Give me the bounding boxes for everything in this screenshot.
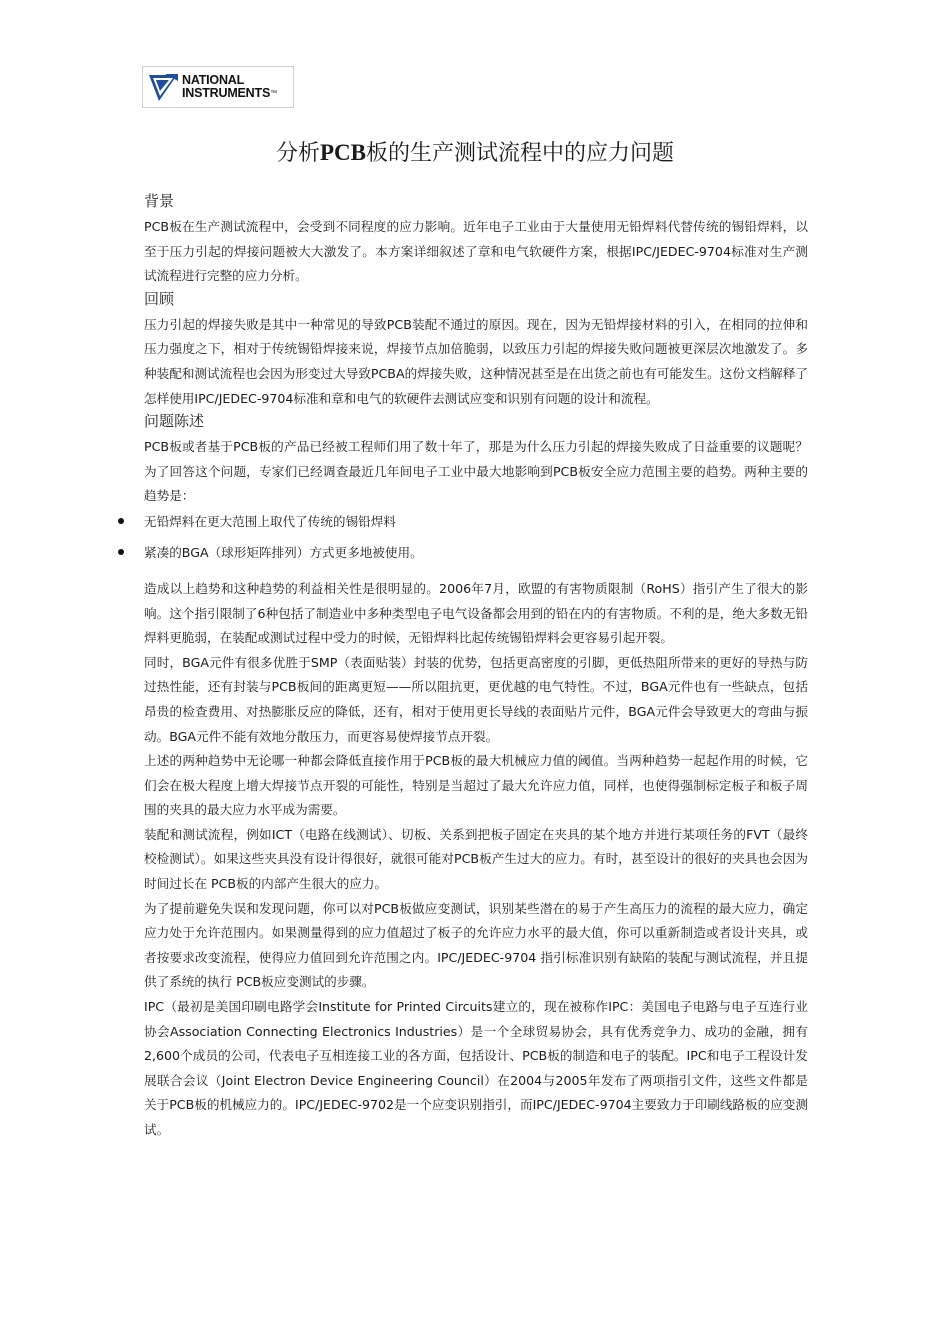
ni-eagle-icon [147, 71, 179, 103]
section-heading-problem: 问题陈述 [144, 412, 205, 431]
title-suffix: 板的生产测试流程中的应力问题 [366, 141, 675, 166]
list-item [144, 509, 808, 534]
problem-paragraph: 上述的两种趋势中无论哪一种都会降低直接作用于PCB板的最大机械应力值的阈值。当两种趋势一起起作用的时候，它们会在极大程度上增大焊接节点开裂的可能性，特别是当超过了最大允许应力值，同样，也使得强制标定板子和板子周围的夹具的最大应力水平成为需要。 [144, 753, 808, 818]
background-paragraph: PCB板在生产测试流程中，会受到不同程度的应力影响。近年电子工业由于大量使用无铅焊料代替传统的锡铅焊料，以至于压力引起的焊接问题被大大激发了。本方案详细叙述了章和电气软硬件方案，根据IPC/JEDEC-9704标准对生产测试流程进行完整的应力分析。 [144, 219, 808, 284]
trend-list [144, 509, 808, 565]
problem-paragraph: IPC（最初是美国印刷电路学会Institute for Printed Circuits建立的，现在被称作IPC：美国电子电路与电子互连行业协会Association Connecting Electronics Industries）是一个全球贸易协会，具有优秀竞争力、成功的金融，拥有2,600个成员的公司，代表电子互相连接工业的各方面，包括设计、PCB板的制造和电子的装配。IPC和电子工程设计发展联合会议（Joint Electron Device Engineering Council）在2004与2005年发布了两项指引文件，这些文件都是关于PCB板的机械应力的。IPC/JEDEC-9702是一个应变识别指引，而IPC/JEDEC-9704主要致力于印刷线路板的应变测试。 [144, 999, 808, 1137]
ni-logo [142, 66, 294, 108]
list-item-text: 无铅焊料在更大范围上取代了传统的锡铅焊料 [144, 513, 396, 529]
logo-wordmark [182, 74, 277, 100]
problem-paragraph: 造成以上趋势和这种趋势的利益相关性是很明显的。2006年7月，欧盟的有害物质限制（RoHS）指引产生了很大的影响。这个指引限制了6种包括了制造业中多种类型电子电气设备都会用到的铅在内的有害物质。不利的是，绝大多数无铅焊料更脆弱，在装配或测试过程中受力的时候，无铅焊料比起传统锡铅焊料会更容易引起开裂。 [144, 580, 808, 646]
problem-intro-paragraph: PCB板或者基于PCB板的产品已经被工程师们用了数十年了，那是为什么压力引起的焊接失败成了日益重要的议题呢？为了回答这个问题，专家们已经调查最近几年间电子工业中最大地影响到PCB板安全应力范围主要的趋势。两种主要的趋势是： [144, 439, 808, 504]
title-bold: PCB [320, 140, 366, 165]
problem-paragraph: 装配和测试流程，例如ICT（电路在线测试）、切板、关系到把板子固定在夹具的某个地方并进行某项任务的FVT（最终校检测试）。如果这些夹具没有设计得很好，就很可能对PCB板产生过大的应力。有时，甚至设计的很好的夹具也会因为时间过长在 PCB板的内部产生很大的应力。 [144, 826, 808, 892]
problem-paragraph: 为了提前避免失误和发现问题，你可以对PCB板做应变测试，识别某些潜在的易于产生高压力的流程的最大应力，确定应力处于允许范围内。如果测量得到的应力值超过了板子的允许应力水平的最大值，你可以重新制造或者设计夹具，或者按要求改变流程，使得应力值回到允许范围之内。IPC/JEDEC-9704 指引标准识别有缺陷的装配与测试流程，并且提供了系统的执行 PCB板应变测试的步骤。 [144, 900, 808, 990]
list-item-text: 紧凑的BGA（球形矩阵排列）方式更多地被使用。 [144, 544, 423, 560]
logo-line-2: INSTRUMENTS [182, 86, 271, 100]
logo-line-1: NATIONAL [182, 73, 245, 87]
document-body [144, 191, 808, 1143]
title-prefix: 分析 [275, 141, 320, 166]
list-item [144, 540, 808, 565]
section-heading-review: 回顾 [144, 289, 175, 308]
document-title [0, 138, 950, 169]
logo-trademark: ™ [270, 90, 277, 97]
review-paragraph: 压力引起的焊接失败是其中一种常见的导致PCB装配不通过的原因。现在，因为无铅焊接材料的引入，在相同的拉伸和压力强度之下，相对于传统锡铅焊接来说，焊接节点加倍脆弱，以致压力引起的焊接失败问题被更深层次地激发了。多种装配和测试流程也会因为形变过大导致PCBA的焊接失败，这种情况甚至是在出货之前也有可能发生。这份文档解释了怎样使用IPC/JEDEC-9704标准和章和电气的软硬件去测试应变和识别有问题的设计和流程。 [144, 316, 808, 406]
bullet-icon [118, 549, 124, 555]
section-heading-background: 背景 [144, 192, 175, 210]
problem-paragraph: 同时，BGA元件有很多优胜于SMP（表面贴装）封装的优势，包括更高密度的引脚，更低热阻所带来的更好的导热与防过热性能，还有封装与PCB板间的距离更短——所以阻抗更，更优越的电气特性。不过，BGA元件也有一些缺点，包括昂贵的检查费用、对热膨胀反应的降低，还有，相对于使用更长导线的表面贴片元件，BGA元件会导致更大的弯曲与振动。BGA元件不能有效地分散压力，而更容易使焊接节点开裂。 [144, 654, 808, 744]
bullet-icon [118, 518, 124, 524]
